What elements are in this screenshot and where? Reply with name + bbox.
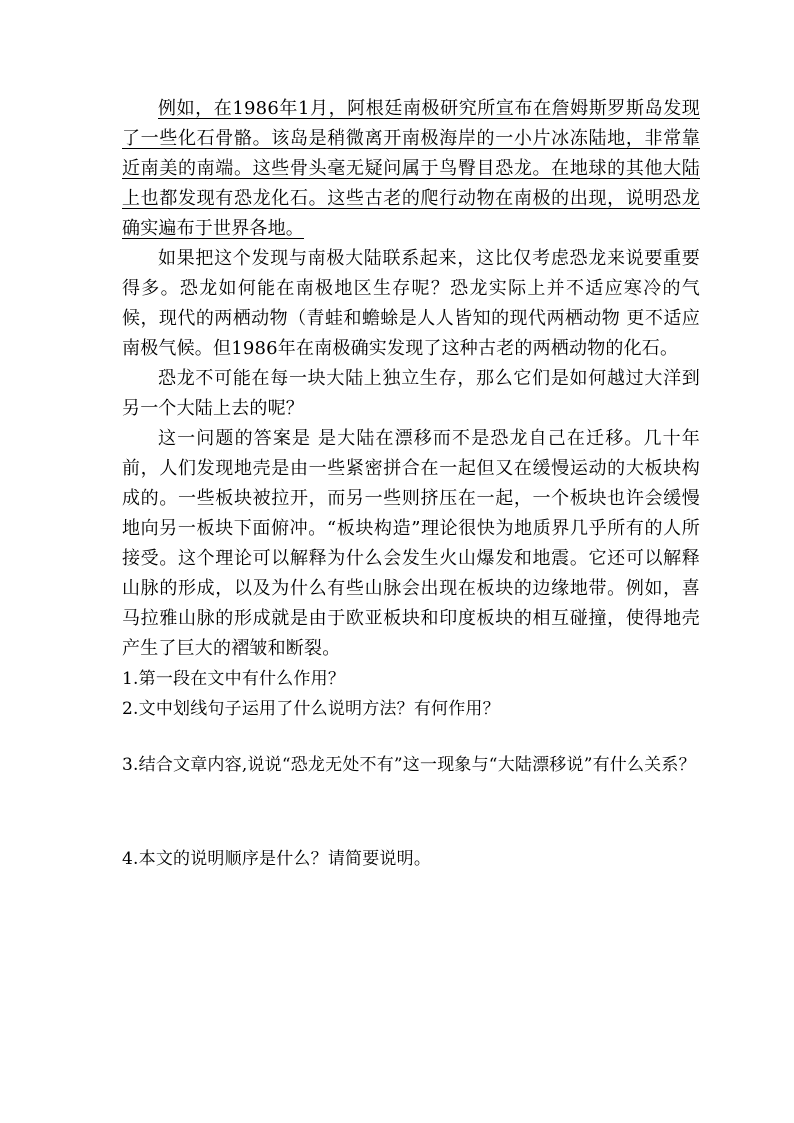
paragraph-2: 如果把这个发现与南极大陆联系起来，这比仅考虑恐龙来说要重要得多。恐龙如何能在南极地区生存呢？恐龙实际上并不适应寒冷的气候，现代的两栖动物（青蛙和蟾蜍是人人皆知的现代两栖动物 更不适应南极气候。但1986年在南极确实发现了这种古老的两栖动物的化石。: [122, 248, 700, 359]
question-4: 4.本文的说明顺序是什么？请简要说明。: [122, 849, 432, 869]
document-content: [122, 94, 700, 874]
underlined-sentences: 例如，在1986年1月，阿根廷南极研究所宣布在詹姆斯罗斯岛发现了一些化石骨骼。该岛是稍微离开南极海岸的一小片冰冻陆地，非常靠近南美的南端。这些骨头毫无疑问属于鸟臀目恐龙。在地球的其他大陆上也都发现有恐龙化石。这些古老的爬行动物在南极的出现，说明恐龙确实遍布于世界各地。: [122, 98, 700, 239]
paragraph-1: [122, 94, 700, 244]
question-1: 1.第一段在文中有什么作用？: [122, 669, 346, 689]
paragraph-4: 这一问题的答案是 是大陆在漂移而不是恐龙自己在迁移。几十年前，人们发现地壳是由一些紧密拼合在一起但又在缓慢运动的大板块构成的。一些板块被拉开，而另一些则挤压在一起，一个板块也许会缓慢地向另一板块下面俯冲。“板块构造”理论很快为地质界几乎所有的人所接受。这个理论可以解释为什么会发生火山爆发和地震。它还可以解释山脉的形成，以及为什么有些山脉会出现在板块的边缘地带。例如，喜马拉雅山脉的形成就是由于欧亚板块和印度板块的相互碰撞，使得地壳产生了巨大的褶皱和断裂。: [122, 428, 700, 659]
paragraph-3: 恐龙不可能在每一块大陆上独立生存，那么它们是如何越过大洋到另一个大陆上去的呢？: [122, 368, 700, 419]
question-2: 2.文中划线句子运用了什么说明方法？有何作用？: [122, 699, 500, 719]
question-3: 3.结合文章内容,说说“恐龙无处不有”这一现象与“大陆漂移说”有什么关系？: [122, 755, 696, 775]
